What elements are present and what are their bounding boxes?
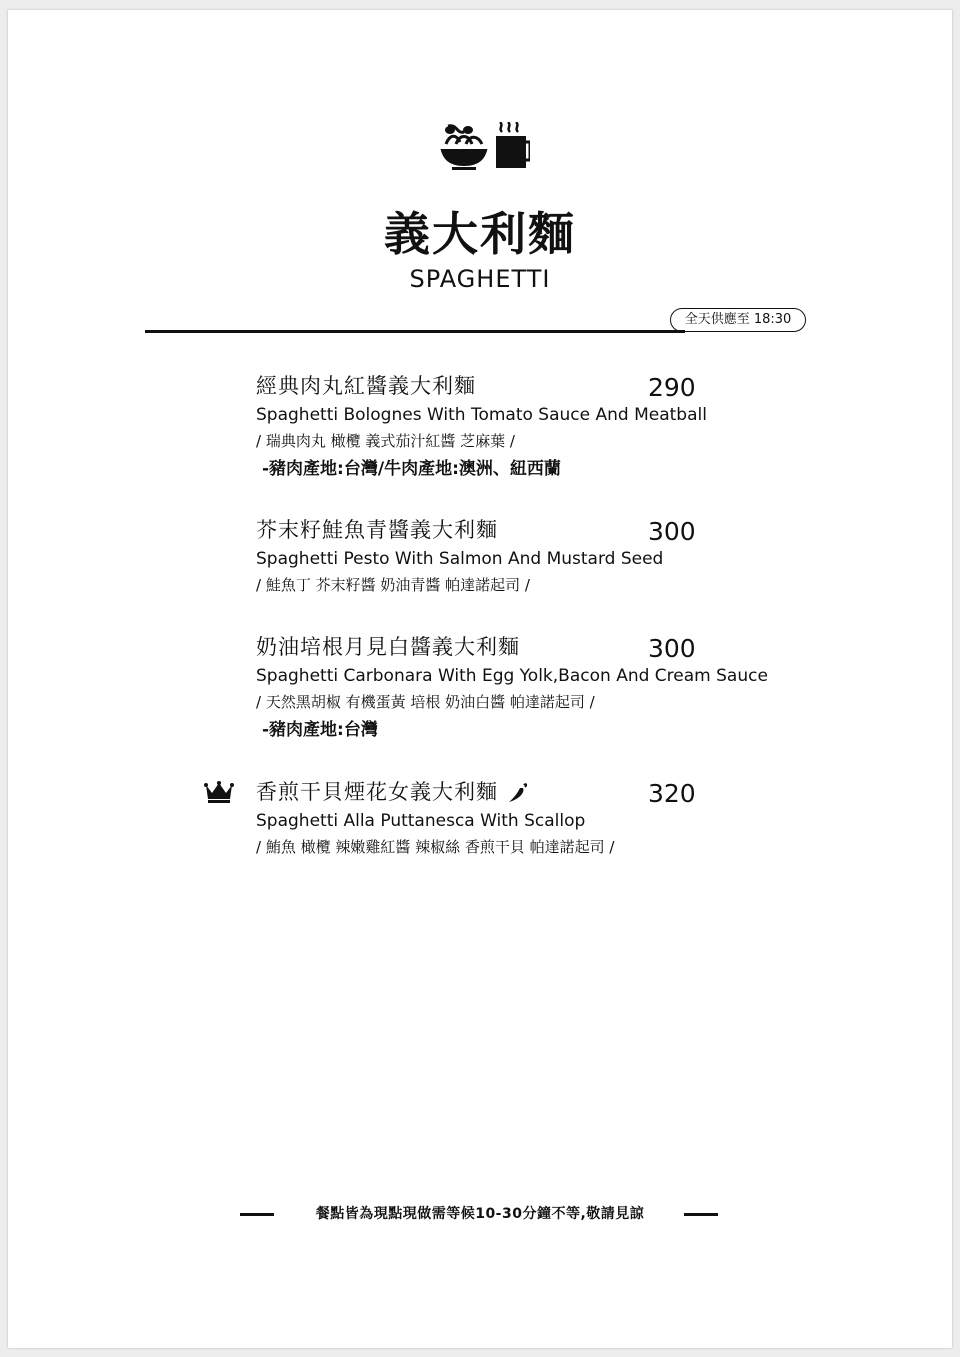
- menu-item-name-text: 香煎干貝煙花女義大利麵: [256, 780, 498, 804]
- footer-divider-right: [684, 1213, 718, 1216]
- menu-item-english: Spaghetti Carbonara With Egg Yolk,Bacon And Cream Sauce: [256, 666, 768, 686]
- menu-item-name: 經典肉丸紅醬義大利麵: [256, 374, 476, 398]
- menu-item-price: 320: [648, 779, 696, 808]
- page-subtitle: SPAGHETTI: [409, 265, 551, 293]
- menu-item-origin: -豬肉產地:台灣/牛肉產地:澳洲、紐西蘭: [262, 459, 561, 479]
- footer-note: 餐點皆為現點現做需等候10-30分鐘不等,敬請見諒: [315, 1206, 645, 1222]
- menu-item-name: 芥末籽鮭魚青醬義大利麵: [256, 518, 498, 542]
- menu-item-price: 290: [648, 373, 696, 402]
- menu-item-ingredients: / 鮪魚 橄欖 辣嫩雞紅醬 辣椒絲 香煎干貝 帕達諾起司 /: [256, 838, 615, 856]
- menu-item-english: Spaghetti Bolognes With Tomato Sauce And Meatball: [256, 405, 707, 425]
- menu-item-name: 奶油培根月見白醬義大利麵: [256, 635, 520, 659]
- menu-item: [256, 777, 816, 859]
- chili-pepper-icon: [506, 782, 528, 804]
- menu-item-ingredients: / 瑞典肉丸 橄欖 義式茄汁紅醬 芝麻葉 /: [256, 432, 515, 450]
- menu-item: [256, 632, 816, 743]
- menu-item-ingredients: / 天然黑胡椒 有機蛋黃 培根 奶油白醬 帕達諾起司 /: [256, 693, 595, 711]
- menu-item-origin: -豬肉產地:台灣: [262, 720, 378, 740]
- hours-badge: 全天供應至 18:30: [670, 308, 806, 332]
- menu-page: [8, 10, 952, 1348]
- header-divider: [145, 330, 685, 333]
- menu-item: [256, 371, 816, 482]
- menu-item-ingredients: / 鮭魚丁 芥末籽醬 奶油青醬 帕達諾起司 /: [256, 576, 530, 594]
- crown-icon: [204, 781, 234, 803]
- page-title: 義大利麵: [384, 207, 576, 261]
- menu-item-name: [256, 777, 816, 807]
- menu-item: [256, 515, 816, 597]
- menu-item-price: 300: [648, 634, 696, 663]
- menu-item-price: 300: [648, 517, 696, 546]
- pasta-and-drink-icon: [438, 122, 530, 172]
- menu-item-english: Spaghetti Alla Puttanesca With Scallop: [256, 811, 586, 831]
- menu-item-english: Spaghetti Pesto With Salmon And Mustard Seed: [256, 549, 664, 569]
